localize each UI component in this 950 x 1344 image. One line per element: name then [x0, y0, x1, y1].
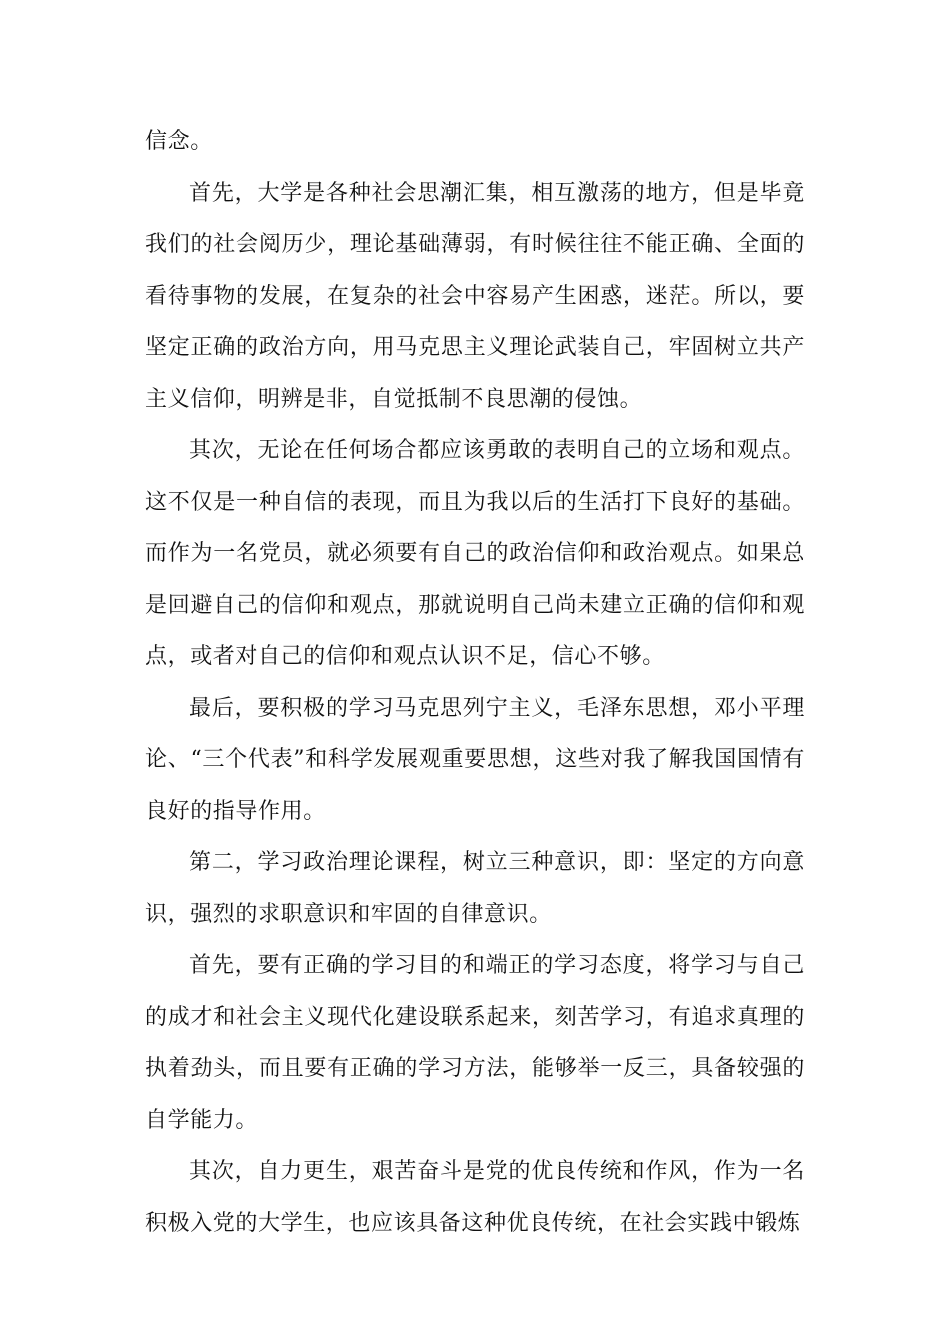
- paragraph-4: 最后，要积极的学习马克思列宁主义，毛泽东思想，邓小平理论、“三个代表”和科学发展观重要思想，这些对我了解我国国情有良好的指导作用。: [145, 695, 805, 824]
- paragraph-3: 其次，无论在任何场合都应该勇敢的表明自己的立场和观点。这不仅是一种自信的表现，而且为我以后的生活打下良好的基础。而作为一名党员，就必须要有自己的政治信仰和政治观点。如果总是回避自己的信仰和观点，那就说明自己尚未建立正确的信仰和观点，或者对自己的信仰和观点认识不足，信心不够。: [145, 438, 805, 669]
- paragraph-5: 第二，学习政治理论课程，树立三种意识，即：坚定的方向意识，强烈的求职意识和牢固的自律意识。: [145, 850, 805, 927]
- paragraph-7: 其次，自力更生，艰苦奋斗是党的优良传统和作风，作为一名积极入党的大学生，也应该具备这种优良传统，在社会实践中锻炼: [145, 1159, 805, 1236]
- document-body: [145, 116, 805, 1249]
- paragraph-6: 首先，要有正确的学习目的和端正的学习态度，将学习与自己的成才和社会主义现代化建设联系起来，刻苦学习，有追求真理的执着劲头，而且要有正确的学习方法，能够举一反三，具备较强的自学能力。: [145, 953, 805, 1133]
- paragraph-1: 信念。: [145, 129, 213, 154]
- paragraph-2: 首先，大学是各种社会思潮汇集，相互激荡的地方，但是毕竟我们的社会阅历少，理论基础薄弱，有时候往往不能正确、全面的看待事物的发展，在复杂的社会中容易产生困惑，迷茫。所以，要坚定正确的政治方向，用马克思主义理论武装自己，牢固树立共产主义信仰，明辨是非，自觉抵制不良思潮的侵蚀。: [145, 180, 805, 412]
